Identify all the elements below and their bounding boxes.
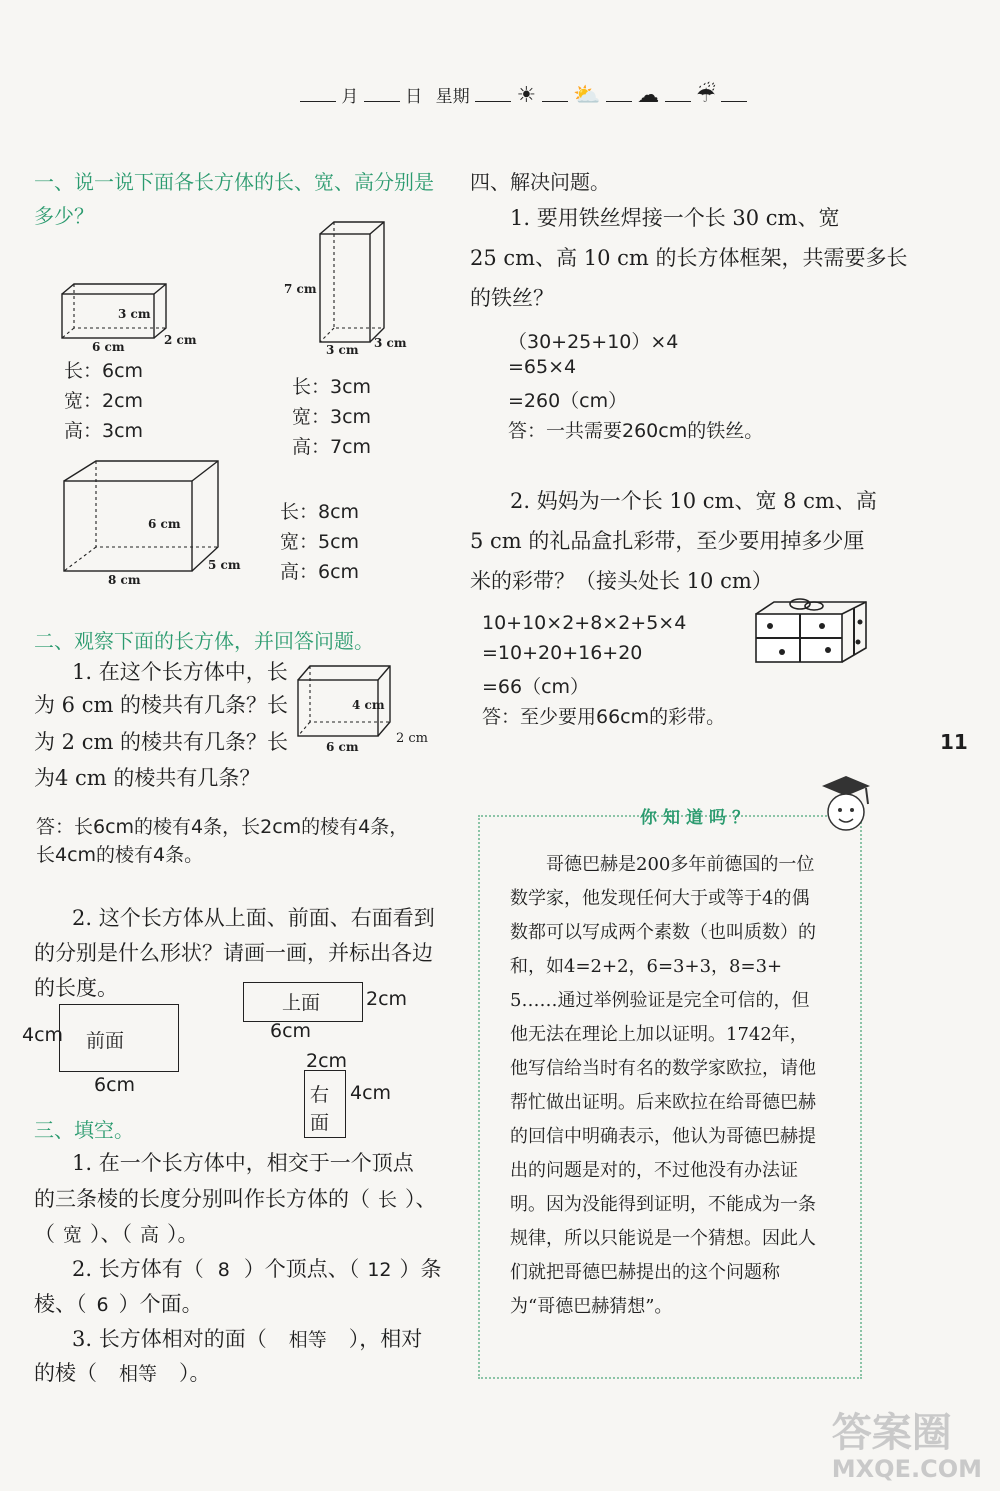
q21-line1: 1. 在这个长方体中，长 [72,660,288,684]
q32-answer-faces: 6 [96,1294,109,1316]
q41-step2: =65×4 [508,356,577,378]
q42-answer: 答：至少要用66cm的彩带。 [482,706,726,728]
weekday-label: 星期 [435,87,470,107]
q42-line3: 米的彩带？（接头处长 10 cm） [470,569,773,593]
box4-depth-label: 2 cm [396,731,429,746]
q21-line3: 为 2 cm 的棱共有几条？长 [34,730,289,754]
q41-step1: （30+25+10）×4 [508,331,679,353]
watermark [832,1411,982,1483]
q31-answer-2: 宽 [63,1224,83,1246]
watermark-logo: 答案圈 [831,1410,952,1456]
section4-title: 四、解决问题。 [470,170,610,194]
q22-line2: 的分别是什么形状？请画一画，并标出各边 [34,941,433,965]
q31-line3 [34,1219,199,1250]
q42-step2: =10+20+16+20 [482,642,643,664]
q42-line1: 2. 妈妈为一个长 10 cm、宽 8 cm、高 [510,489,877,513]
date-header [300,82,747,108]
q32-line2 [34,1289,203,1320]
section1-title-line2: 多少？ [34,204,94,228]
q32-text-c: ）条 [399,1257,442,1281]
q33-text-b: ），相对 [348,1327,423,1351]
box1-height-label: 3 cm [118,307,151,321]
box1-width-label: 6 cm [92,340,125,354]
right-view-height: 4cm [350,1082,392,1104]
q32-answer-vertices: 8 [217,1259,230,1281]
q32-text-e: ）个面。 [118,1292,203,1316]
q33-text-a: 3. 长方体相对的面（ [72,1327,267,1351]
q42-step3: =66（cm） [482,676,590,698]
sun-cloud-icon: ⛅ [572,83,601,108]
q32-text-a: 2. 长方体有（ [72,1257,204,1281]
watermark-url: MXQE.COM [831,1455,982,1483]
q31-answer-1: 长 [378,1189,398,1211]
box4-width-label: 6 cm [326,740,359,754]
q41-line1: 1. 要用铁丝焊接一个长 30 cm、宽 [510,206,840,230]
q31-line1: 1. 在一个长方体中，相交于一个顶点 [72,1151,414,1175]
box3-height-label: 6 cm [148,517,181,531]
page-number: 11 [940,730,968,754]
gift-box-illustration [752,598,870,664]
q22-line3: 的长度。 [34,976,118,1000]
right-view-width: 2cm [306,1050,348,1072]
q32-text-b: ）个顶点、（ [243,1257,360,1281]
box2-width-answer: 宽：3cm [292,406,372,428]
box2-height-label: 7 cm [284,282,317,296]
day-label: 日 [405,87,423,107]
box1-length-answer: 长：6cm [64,360,144,382]
q42-step1: 10+10×2+8×2+5×4 [482,612,687,634]
top-view-width: 6cm [270,1020,312,1042]
box1-height-answer: 高：3cm [64,420,144,442]
cloud-icon: ☁ [637,83,660,108]
cuboid-figure-1 [60,282,170,342]
box1-width-answer: 宽：2cm [64,390,144,412]
q31-paren-1: （ [34,1222,55,1246]
q31-line2-text: 的三条棱的长度分别叫作长方体的（ [34,1187,370,1211]
q41-step3: =260（cm） [508,390,628,412]
box1-depth-label: 2 cm [164,333,197,347]
cuboid-figure-2 [318,220,388,345]
section1-title-line1: 一、说一说下面各长方体的长、宽、高分别是 [34,170,434,194]
q41-line3: 的铁丝？ [470,286,554,310]
front-view-label: 前面 [86,1030,125,1052]
box3-depth-label: 5 cm [208,558,241,572]
box4-height-label: 4 cm [352,698,385,712]
box3-width-label: 8 cm [108,573,141,587]
q31-line2-end: ）、 [405,1187,437,1211]
q42-line2: 5 cm 的礼品盒扎彩带，至少要用掉多少厘 [470,529,865,553]
q21-answer-line2: 长4cm的棱有4条。 [36,844,204,866]
q22-line1: 2. 这个长方体从上面、前面、右面看到 [72,906,435,930]
front-view-height: 4cm [22,1024,64,1046]
q31-paren-2: ）、（ [90,1222,133,1246]
did-you-know-text: 哥德巴赫是200多年前德国的一位数学家，他发现任何大于或等于4的偶数都可以写成两个素数（也叫质数）的和，如4=2+2，6=3+3，8=3+5……通过举例验证是完全可信的，但他无法在理论上加以证明。1742年，他写信给当时有名的数学家欧拉，请他帮忙做出证明。后来欧拉在给哥德巴赫的回信中明确表示，他认为哥德巴赫提出的问题是对的，不过他没有办法证明。因为没能得到证明，不能成为一条规律，所以只能说是一个猜想。因此人们就把哥德巴赫提出的这个问题称为“哥德巴赫猜想”。 [510,854,816,1317]
right-view-label-1: 右 [310,1084,330,1106]
box2-height-answer: 高：7cm [292,436,372,458]
q31-line2 [34,1184,437,1215]
q32-answer-edges: 12 [367,1259,392,1281]
section2-title: 二、观察下面的长方体，并回答问题。 [34,629,374,653]
sun-icon: ☀ [516,83,537,108]
month-label: 月 [341,87,359,107]
q21-line2: 为 6 cm 的棱共有几条？长 [34,693,289,717]
front-view-width: 6cm [94,1074,136,1096]
rain-icon: ☔ [696,83,716,108]
top-view-label: 上面 [282,992,321,1014]
box3-width-answer: 宽：5cm [280,531,360,553]
box3-height-answer: 高：6cm [280,561,360,583]
did-you-know-title: 你知道吗？ [640,808,755,828]
q21-line4: 为4 cm 的棱共有几条？ [34,766,261,790]
q31-paren-3: ）。 [167,1222,199,1246]
box3-length-answer: 长：8cm [280,501,360,523]
q41-answer: 答：一共需要260cm的铁丝。 [508,420,764,442]
box2-depth-label: 3 cm [374,336,407,350]
box2-width-label: 3 cm [326,343,359,357]
scholar-cartoon-icon [812,772,872,842]
q33-answer-faces: 相等 [288,1329,327,1351]
q33-answer-edges: 相等 [119,1363,158,1385]
q33-line1 [72,1324,422,1355]
q33-line2 [34,1358,211,1389]
top-view-height: 2cm [366,988,408,1010]
q32-text-d: 棱、（ [34,1292,87,1316]
right-view-label-2: 面 [310,1112,330,1134]
q33-text-c: 的棱（ [34,1361,97,1385]
q21-answer-line1: 答：长6cm的棱有4条，长2cm的棱有4条， [36,816,409,838]
cuboid-figure-3 [62,459,222,574]
box2-length-answer: 长：3cm [292,376,372,398]
q31-answer-3: 高 [140,1224,160,1246]
q32-line1 [72,1254,442,1285]
q33-text-d: ）。 [179,1361,211,1385]
q41-line2: 25 cm、高 10 cm 的长方体框架，共需要多长 [470,246,908,270]
section3-title: 三、填空。 [34,1118,134,1142]
